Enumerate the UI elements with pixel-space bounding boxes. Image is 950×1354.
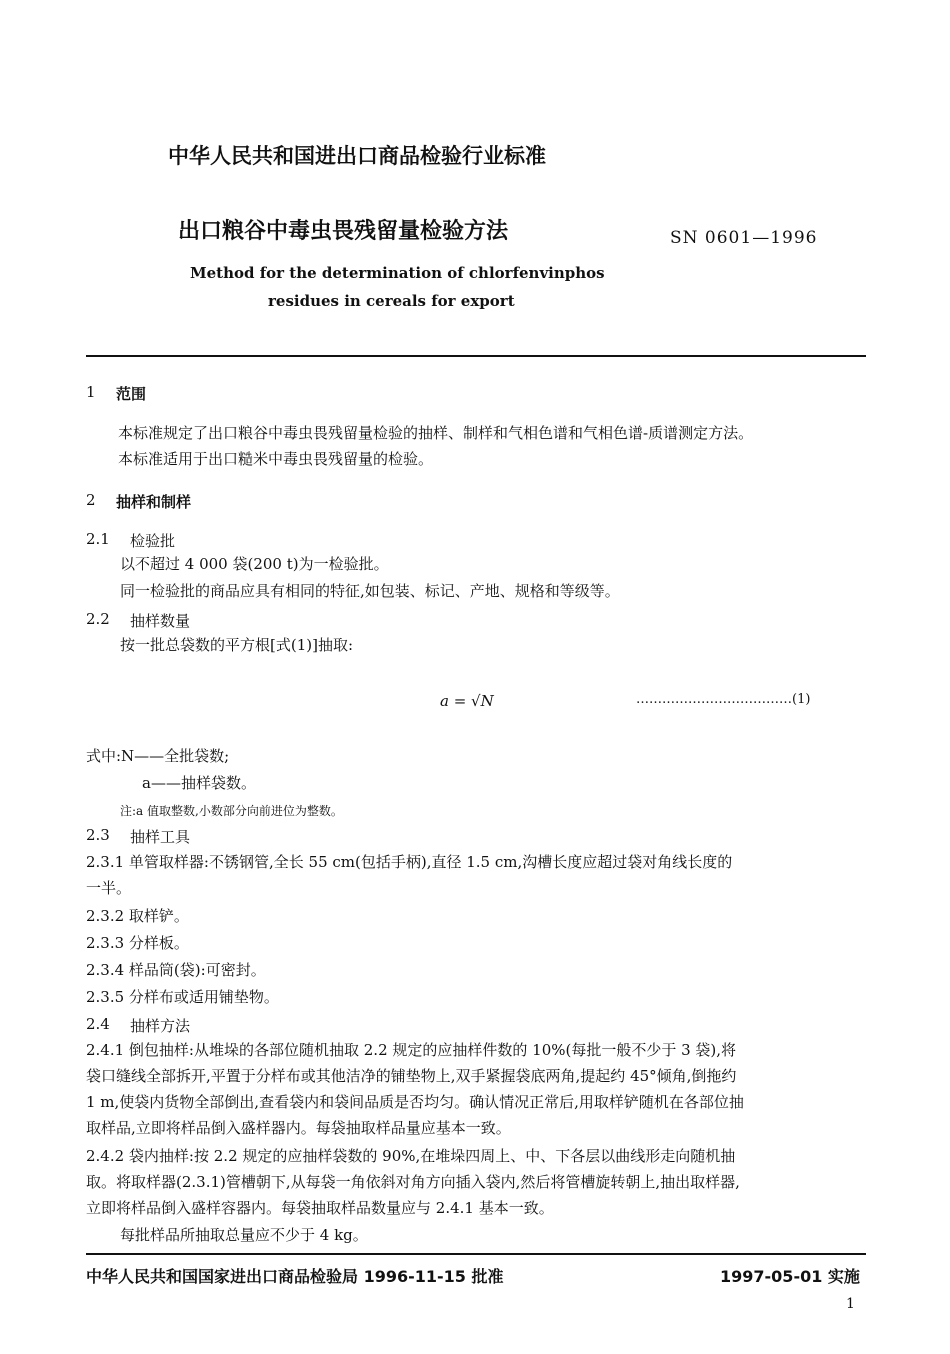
document-title-cn: 出口粮谷中毒虫畏残留量检验方法 (178, 219, 509, 244)
section-2-2-number: 2.2 (86, 610, 110, 628)
sampling-total-note: 每批样品所抽取总量应不少于 4 kg。 (120, 1226, 368, 1244)
section-1-number: 1 (86, 383, 96, 401)
formula-note: 注:a 值取整数,小数部分向前进位为整数。 (120, 804, 343, 818)
section-1-title: 范围 (116, 385, 147, 403)
section-2-4-1-line-3: 1 m,使袋内货物全部倒出,查看袋内和袋间品质是否均匀。确认情况正常后,用取样铲随机在各部位抽 (86, 1093, 744, 1111)
section-2-3-title: 抽样工具 (130, 828, 191, 846)
section-2-3-4: 2.3.4 样品筒(袋):可密封。 (86, 961, 266, 979)
section-2-2-paragraph-1: 按一批总袋数的平方根[式(1)]抽取: (120, 636, 354, 654)
effective-date: 1997-05-01 实施 (720, 1267, 860, 1286)
section-2-title: 抽样和制样 (116, 493, 192, 511)
section-2-1-title: 检验批 (130, 532, 176, 550)
section-2-3-2: 2.3.2 取样铲。 (86, 907, 189, 925)
section-2-1-paragraph-2: 同一检验批的商品应具有相同的特征,如包装、标记、产地、规格和等级等。 (120, 582, 620, 600)
industry-standard-heading: 中华人民共和国进出口商品检验行业标准 (168, 144, 546, 168)
formula-where-line-1: 式中:N——全批袋数; (86, 747, 230, 765)
standard-code: SN 0601—1996 (670, 228, 818, 248)
document-title-en-line2: residues in cereals for export (268, 292, 515, 310)
section-2-4-2-line-2: 取。将取样器(2.3.1)管槽朝下,从每袋一角依斜对角方向插入袋内,然后将管槽旋转朝上,抽出取样器, (86, 1173, 740, 1191)
section-2-3-1-line-2: 一半。 (86, 879, 132, 897)
page-number: 1 (846, 1296, 855, 1312)
section-2-4-1-line-2: 袋口缝线全部拆开,平置于分样布或其他洁净的铺垫物上,双手紧握袋底两角,提起约 45°倾角,倒拖约 (86, 1067, 737, 1085)
formula-where-line-2: a——抽样袋数。 (142, 774, 256, 792)
footer-divider (86, 1253, 866, 1255)
section-1-paragraph-1: 本标准规定了出口粮谷中毒虫畏残留量检验的抽样、制样和气相色谱和气相色谱-质谱测定方法。 (118, 424, 754, 442)
formula-1-number: ………………………………(1) (636, 692, 811, 707)
section-2-1-paragraph-1: 以不超过 4 000 袋(200 t)为一检验批。 (120, 555, 389, 573)
section-1-paragraph-2: 本标准适用于出口糙米中毒虫畏残留量的检验。 (118, 450, 434, 468)
section-2-3-5: 2.3.5 分样布或适用铺垫物。 (86, 988, 279, 1006)
section-2-4-number: 2.4 (86, 1015, 110, 1033)
section-2-4-title: 抽样方法 (130, 1017, 191, 1035)
section-2-4-2-line-3: 立即将样品倒入盛样容器内。每袋抽取样品数量应与 2.4.1 基本一致。 (86, 1199, 554, 1217)
section-2-4-1-line-4: 取样品,立即将样品倒入盛样器内。每袋抽取样品量应基本一致。 (86, 1119, 511, 1137)
section-2-4-2-line-1: 2.4.2 袋内抽样:按 2.2 规定的应抽样袋数的 90%,在堆垛四周上、中、下各层以曲线形走向随机抽 (86, 1147, 736, 1165)
document-title-en-line1: Method for the determination of chlorfenvinphos (190, 264, 605, 282)
approval-statement: 中华人民共和国国家进出口商品检验局 1996-11-15 批准 (86, 1267, 504, 1286)
section-2-2-title: 抽样数量 (130, 612, 191, 630)
section-2-1-number: 2.1 (86, 530, 110, 548)
formula-1: a = √N (440, 692, 494, 710)
header-divider (86, 355, 866, 357)
section-2-4-1-line-1: 2.4.1 倒包抽样:从堆垛的各部位随机抽取 2.2 规定的应抽样件数的 10%(每批一般不少于 3 袋),将 (86, 1041, 737, 1059)
section-2-3-number: 2.3 (86, 826, 110, 844)
section-2-3-1-line-1: 2.3.1 单管取样器:不锈钢管,全长 55 cm(包括手柄),直径 1.5 cm,沟槽长度应超过袋对角线长度的 (86, 853, 733, 871)
section-2-3-3: 2.3.3 分样板。 (86, 934, 189, 952)
section-2-number: 2 (86, 491, 96, 509)
